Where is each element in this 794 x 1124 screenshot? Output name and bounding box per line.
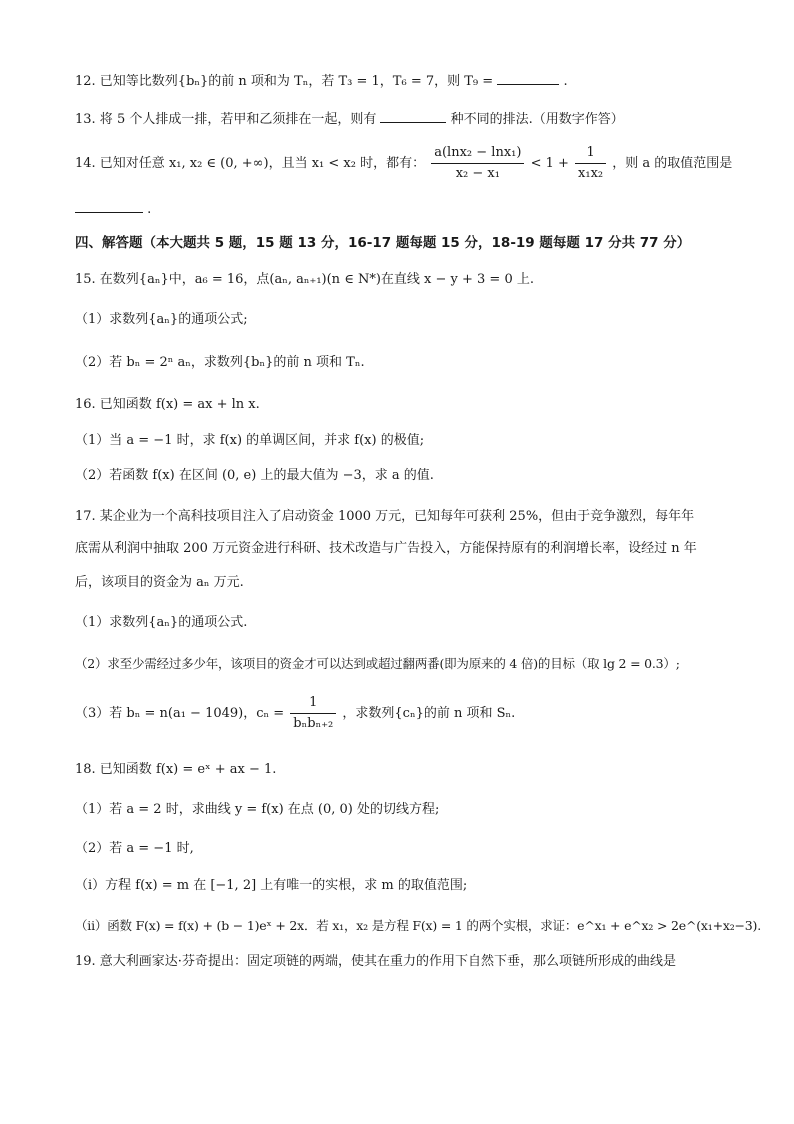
question-13-post: 种不同的排法.（用数字作答） (450, 112, 624, 127)
question-15-part-1: （1）求数列{aₙ}的通项公式; (75, 312, 248, 327)
question-13 (75, 110, 734, 129)
fraction-2-numerator: 1 (575, 143, 606, 164)
question-17-line-1: 17. 某企业为一个高科技项目注入了启动资金 1000 万元，已知每年可获利 25%，但由于竞争激烈，每年年 (75, 509, 695, 524)
question-18-part-2-ii: （ii）函数 F(x) = f(x) + (b − 1)eˣ + 2x．若 x₁，x₂ 是方程 F(x) = 1 的两个实根，求证：e^x₁ + e^x₂ > 2e^(x₁+x₂−3). (75, 918, 762, 933)
question-17-part-3 (75, 693, 734, 734)
question-14-answer-line (75, 200, 734, 219)
question-14-pre: 14. 已知对任意 x₁, x₂ ∈ (0, +∞)，且当 x₁ < x₂ 时，都有： (75, 156, 426, 171)
question-18-part-2-i: （i）方程 f(x) = m 在 [−1, 2] 上有唯一的实根，求 m 的取值范围; (75, 878, 468, 893)
question-15-part-2: （2）若 bₙ = 2ⁿ aₙ，求数列{bₙ}的前 n 项和 Tₙ. (75, 355, 365, 370)
question-17-fraction-denominator: bₙbₙ₊₂ (293, 716, 334, 731)
question-16-part-2: （2）若函数 f(x) 在区间 (0, e) 上的最大值为 −3，求 a 的值. (75, 468, 434, 483)
question-14-post: ，则 a 的取值范围是 (612, 156, 733, 171)
question-17-part-3-pre: （3）若 bₙ = n(a₁ − 1049)，cₙ = (75, 706, 285, 721)
question-14-mid: < 1 + (530, 156, 569, 171)
question-14-end: . (147, 202, 152, 217)
question-14 (75, 143, 734, 184)
question-14-fraction-1 (431, 143, 524, 184)
question-12-end: . (563, 74, 568, 89)
question-18-part-1: （1）若 a = 2 时，求曲线 y = f(x) 在点 (0, 0) 处的切线方程; (75, 802, 440, 817)
question-12-text: 12. 已知等比数列{bₙ}的前 n 项和为 Tₙ，若 T₃ = 1，T₆ = 7，则 T₉ = (75, 74, 494, 89)
question-16-part-1: （1）当 a = −1 时，求 f(x) 的单调区间，并求 f(x) 的极值; (75, 433, 425, 448)
fraction-1-denominator: x₂ − x₁ (455, 166, 500, 181)
question-16-stem: 16. 已知函数 f(x) = ax + ln x. (75, 397, 260, 412)
question-17-fraction (290, 693, 336, 734)
fraction-2-denominator: x₁x₂ (578, 166, 604, 181)
question-17-part-3-post: ，求数列{cₙ}的前 n 项和 Sₙ. (342, 706, 516, 721)
answer-blank-12 (497, 72, 559, 85)
answer-blank-13 (380, 110, 446, 123)
question-14-fraction-2 (575, 143, 606, 184)
section-4-heading: 四、解答题（本大题共 5 题，15 题 13 分，16-17 题每题 15 分，18-19 题每题 17 分共 77 分） (75, 235, 691, 251)
question-19-line-1: 19. 意大利画家达·芬奇提出：固定项链的两端，使其在重力的作用下自然下垂，那么项链所形成的曲线是 (75, 954, 676, 969)
question-18-part-2: （2）若 a = −1 时, (75, 841, 194, 856)
fraction-1-numerator: a(lnx₂ − lnx₁) (431, 143, 524, 164)
question-17-line-3: 后，该项目的资金为 aₙ 万元. (75, 575, 244, 590)
question-18-stem: 18. 已知函数 f(x) = eˣ + ax − 1. (75, 762, 277, 777)
question-15-stem: 15. 在数列{aₙ}中，a₆ = 16，点(aₙ, aₙ₊₁)(n ∈ N*)在直线 x − y + 3 = 0 上. (75, 272, 534, 287)
question-17-fraction-numerator: 1 (290, 693, 336, 714)
question-17-part-2: （2）求至少需经过多少年，该项目的资金才可以达到或超过翻两番(即为原来的 4 倍)的目标（取 lg 2 = 0.3）; (75, 656, 680, 671)
answer-blank-14 (75, 200, 143, 213)
question-17-line-2: 底需从利润中抽取 200 万元资金进行科研、技术改造与广告投入，方能保持原有的利润增长率，设经过 n 年 (75, 541, 697, 556)
question-12 (75, 72, 734, 91)
question-17-part-1: （1）求数列{aₙ}的通项公式. (75, 615, 248, 630)
question-13-pre: 13. 将 5 个人排成一排，若甲和乙须排在一起，则有 (75, 112, 377, 127)
